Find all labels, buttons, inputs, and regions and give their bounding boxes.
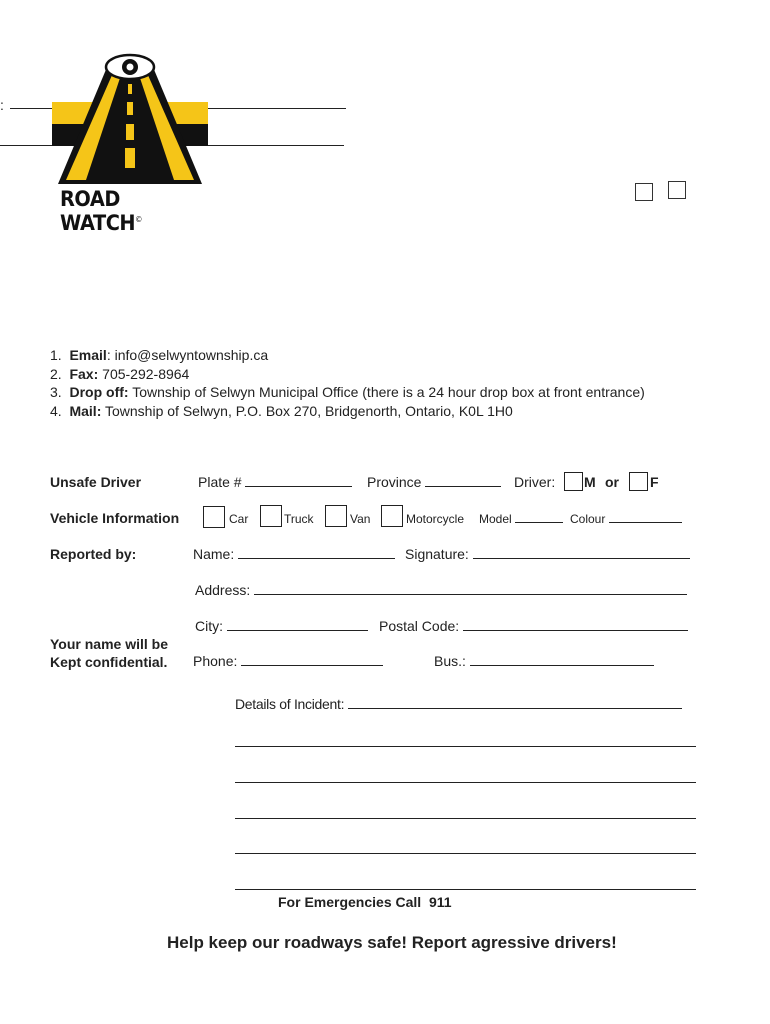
- driver-f-label: F: [650, 474, 659, 490]
- van-checkbox[interactable]: [325, 505, 347, 527]
- signature-field[interactable]: Signature:: [405, 546, 690, 562]
- submit-method-mail: 4. Mail: Township of Selwyn, P.O. Box 270, Bridgenorth, Ontario, K0L 1H0: [50, 402, 513, 419]
- road-icon: [50, 52, 210, 187]
- emergency-note: For Emergencies Call 911: [278, 894, 452, 910]
- city-field[interactable]: City:: [195, 618, 368, 634]
- method-label: Email: [69, 347, 107, 363]
- details-line-5[interactable]: [235, 853, 696, 854]
- business-phone-field[interactable]: Bus.:: [434, 653, 654, 669]
- submit-method-dropoff: 3. Drop off: Township of Selwyn Municipal Office (there is a 24 hour drop box at front entrance): [50, 384, 645, 400]
- details-field[interactable]: Details of Incident:: [235, 696, 682, 712]
- logo-text: ROAD WATCH: [60, 187, 136, 235]
- driver-label: Driver:: [514, 474, 556, 490]
- address-field[interactable]: Address:: [195, 582, 687, 598]
- phone-field[interactable]: Phone:: [193, 653, 383, 669]
- driver-or-label: or: [605, 474, 619, 490]
- road-watch-logo: [50, 52, 210, 235]
- top-checkbox-1[interactable]: [635, 183, 653, 201]
- cut-off-colon: :: [0, 97, 4, 113]
- truck-checkbox[interactable]: [260, 505, 282, 527]
- car-checkbox[interactable]: [203, 506, 225, 528]
- driver-male-checkbox[interactable]: [564, 472, 583, 491]
- province-field[interactable]: Province: [367, 474, 501, 490]
- motorcycle-label: Motorcycle: [406, 512, 465, 526]
- postal-code-field[interactable]: Postal Code:: [379, 618, 688, 634]
- colour-field[interactable]: Colour: [570, 512, 682, 526]
- plate-field[interactable]: Plate #: [198, 474, 352, 490]
- car-label: Car: [229, 512, 249, 526]
- email-link[interactable]: : info@selwyntownship.ca: [106, 347, 269, 363]
- details-line-4[interactable]: [235, 818, 696, 819]
- name-field[interactable]: Name:: [193, 546, 395, 562]
- driver-m-label: M: [584, 474, 596, 490]
- top-checkbox-2[interactable]: [668, 181, 686, 199]
- submit-methods-list: [50, 346, 645, 420]
- reported-by-label: Reported by:: [50, 546, 137, 562]
- details-line-2[interactable]: [235, 746, 696, 747]
- motorcycle-checkbox[interactable]: [381, 505, 403, 527]
- vehicle-info-label: Vehicle Information: [50, 510, 180, 526]
- unsafe-driver-label: Unsafe Driver: [50, 474, 142, 490]
- trademark: ©: [135, 215, 143, 224]
- details-line-6[interactable]: [235, 889, 696, 890]
- confidential-note: Your name will be Kept confidential.: [50, 636, 168, 670]
- footer-slogan: Help keep our roadways safe! Report agressive drivers!: [167, 933, 617, 952]
- submit-method-email: 1. Email: info@selwyntownship.ca: [50, 347, 269, 363]
- details-line-3[interactable]: [235, 782, 696, 783]
- driver-female-checkbox[interactable]: [629, 472, 648, 491]
- truck-label: Truck: [284, 512, 314, 526]
- model-field[interactable]: Model: [479, 512, 563, 526]
- submit-method-fax: 2. Fax: 705-292-8964: [50, 365, 190, 382]
- van-label: Van: [350, 512, 371, 526]
